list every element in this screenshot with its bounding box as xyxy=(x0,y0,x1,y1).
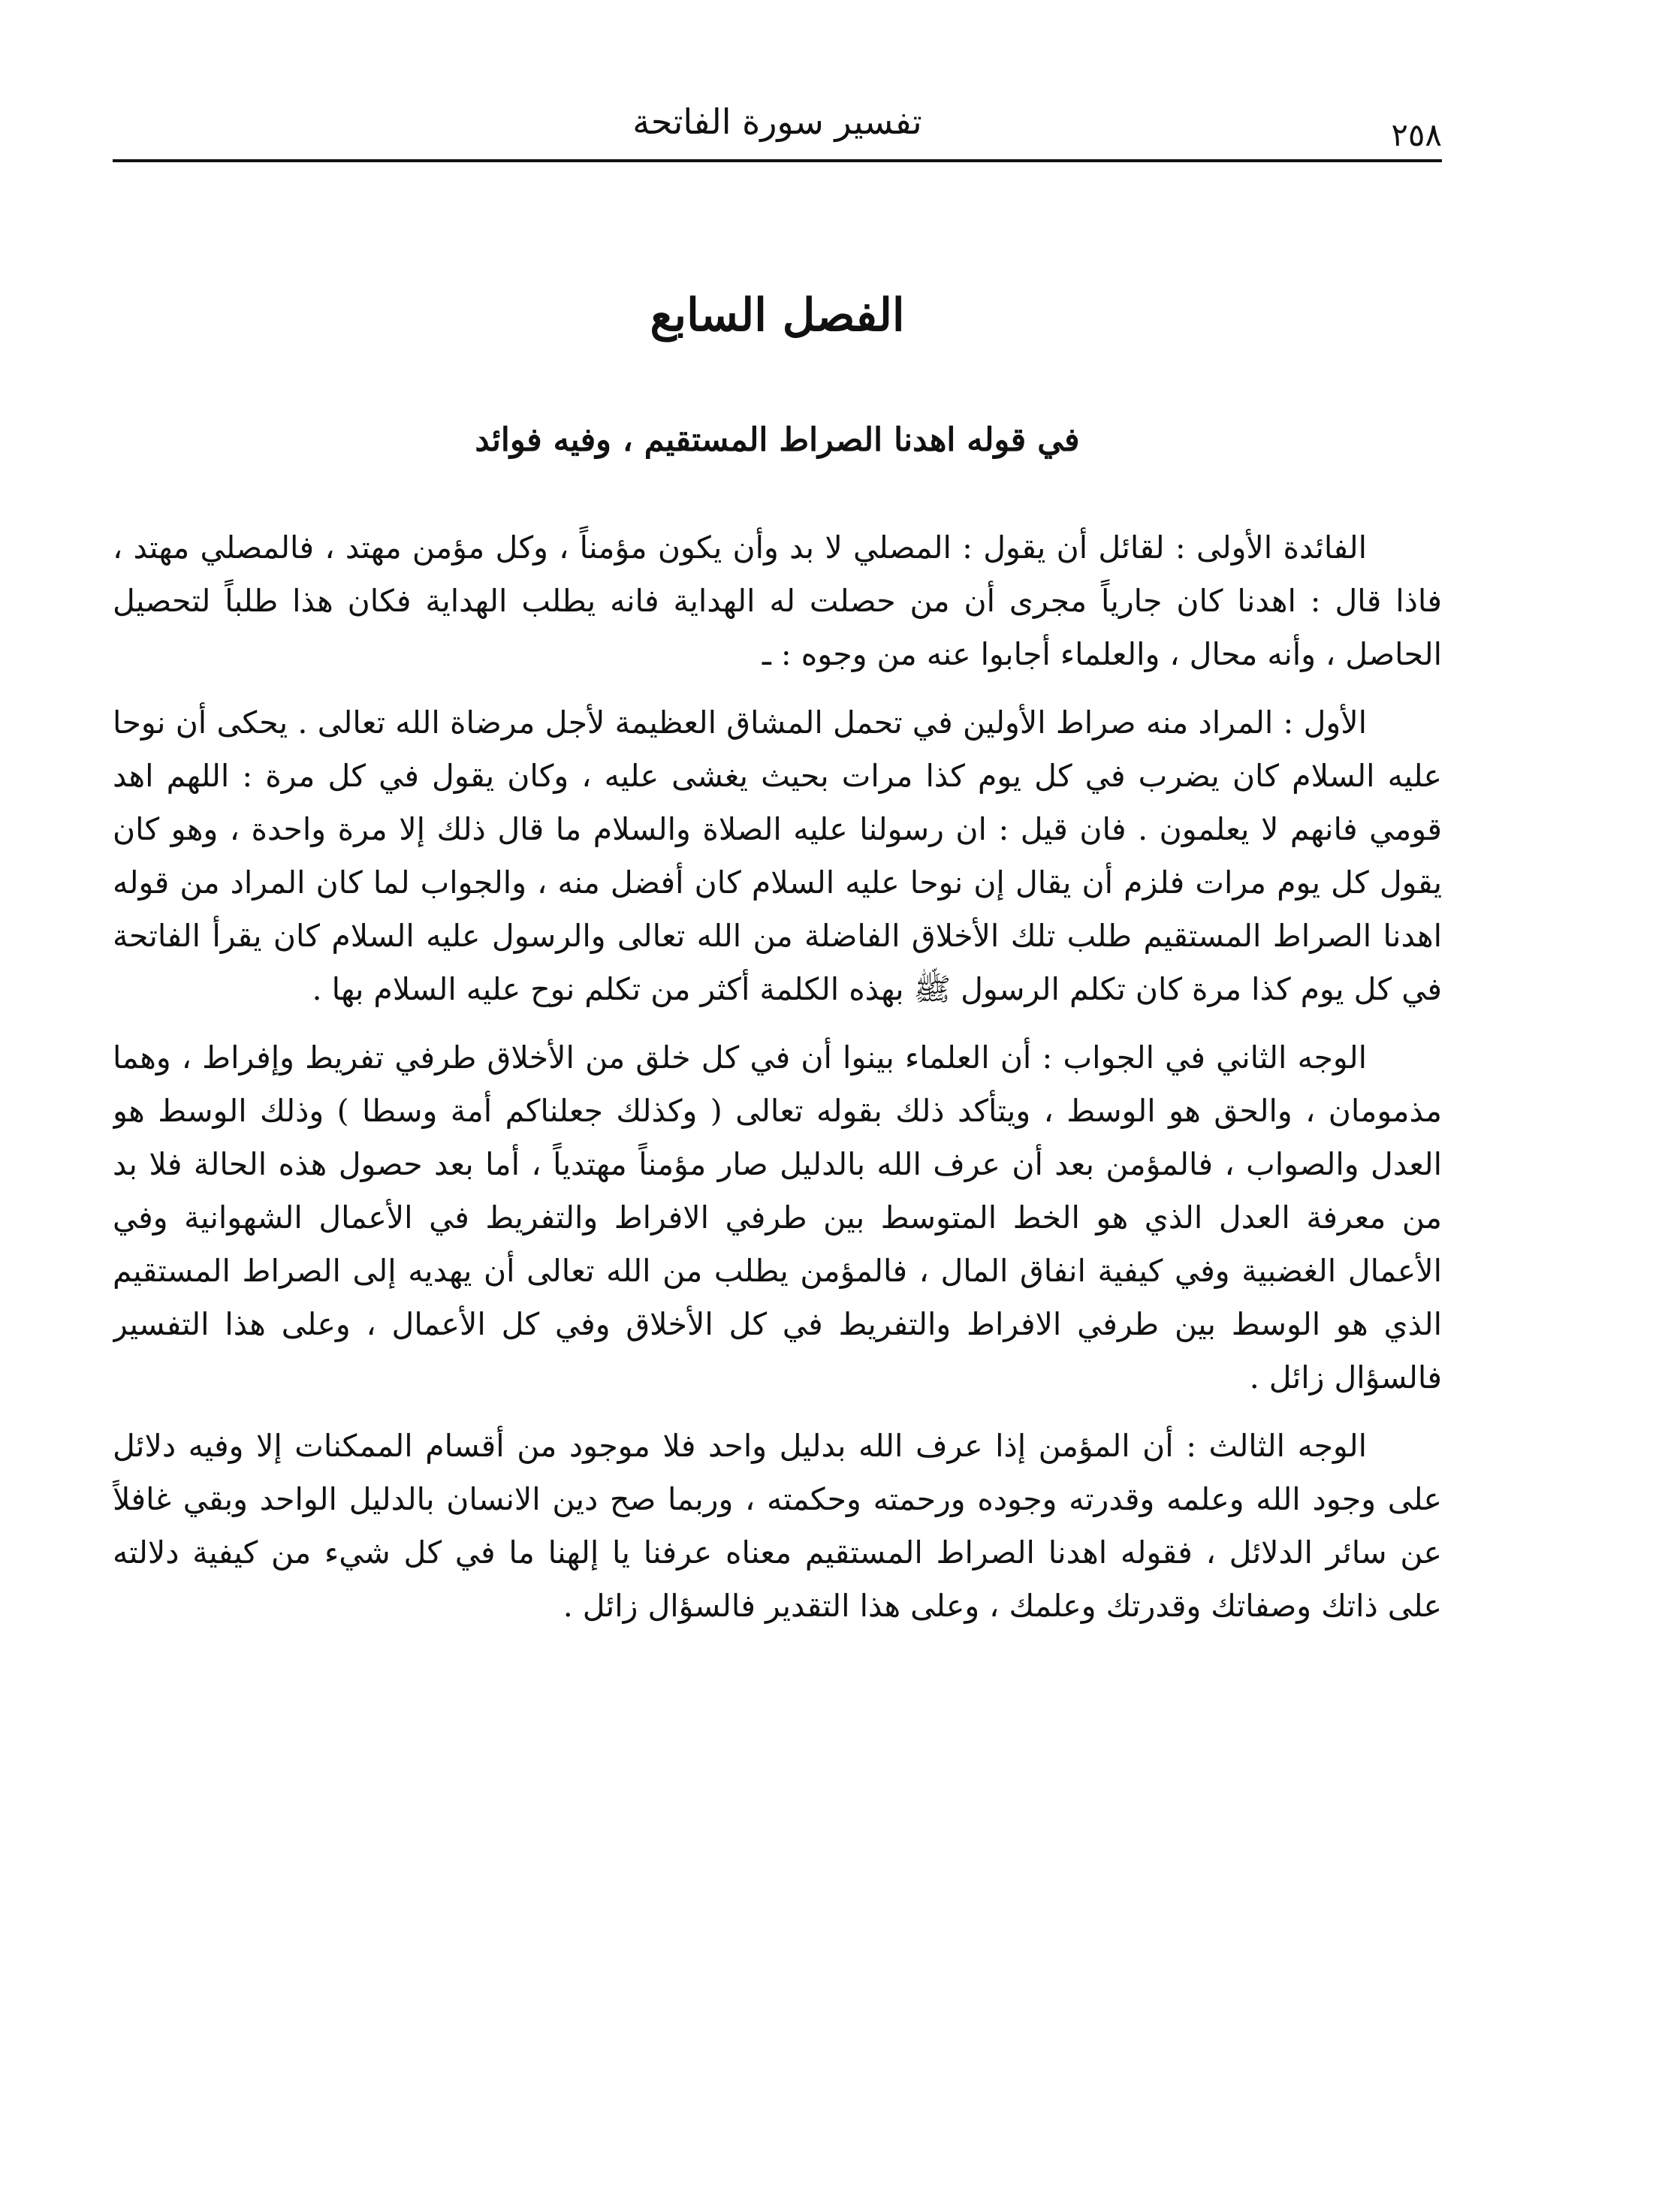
chapter-subtitle: في قوله اهدنا الصراط المستقيم ، وفيه فوائد xyxy=(475,421,1080,459)
body-text xyxy=(113,521,1442,1633)
header-rule xyxy=(113,159,1442,162)
running-title: تفسير سورة الفاتحة xyxy=(632,101,922,142)
paragraph-second-answer: الوجه الثاني في الجواب : أن العلماء بينوا أن في كل خلق من الأخلاق طرفي تفريط وإفراط ، وهما مذمومان ، والحق هو الوسط ، ويتأكد ذلك بقوله تعالى ( وكذلك جعلناكم أمة وسطا ) وذلك الوسط هو العدل والصواب ، فالمؤمن بعد أن عرف الله بالدليل صار مؤمناً مهتدياً ، أما بعد حصول هذه الحالة فلا بد من معرفة العدل الذي هو الخط المتوسط بين طرفي الافراط والتفريط في الأعمال الشهوانية وفي الأعمال الغضبية وفي كيفية انفاق المال ، فالمؤمن يطلب من الله تعالى أن يهديه إلى الصراط المستقيم الذي هو الوسط بين طرفي الافراط والتفريط في كل الأخلاق وفي كل الأعمال ، وعلى هذا التفسير فالسؤال زائل . xyxy=(113,1040,1442,1396)
paragraph-first-answer: الأول : المراد منه صراط الأولين في تحمل المشاق العظيمة لأجل مرضاة الله تعالى . يحكى أن نوحا عليه السلام كان يضرب في كل يوم كذا مرات بحيث يغشى عليه ، وكان يقول في كل مرة : اللهم اهد قومي فانهم لا يعلمون . فان قيل : ان رسولنا عليه الصلاة والسلام ما قال ذلك إلا مرة واحدة ، وهو كان يقول كل يوم مرات فلزم أن يقال إن نوحا عليه السلام كان أفضل منه ، والجواب لما كان المراد من قوله اهدنا الصراط المستقيم طلب تلك الأخلاق الفاضلة من الله تعالى والرسول عليه السلام كان يقرأ الفاتحة في كل يوم كذا مرة كان تكلم الرسول ﷺ بهذه الكلمة أكثر من تكلم نوح عليه السلام بها . xyxy=(113,705,1442,1007)
book-page xyxy=(113,90,1442,2163)
page-number: ٢٥٨ xyxy=(1391,116,1442,153)
running-header xyxy=(113,90,1442,165)
paragraph-third-answer: الوجه الثالث : أن المؤمن إذا عرف الله بدليل واحد فلا موجود من أقسام الممكنات إلا وفيه دلائل على وجود الله وعلمه وقدرته وجوده ورحمته وحكمته ، وربما صح دين الانسان بالدليل الواحد وبقي غافلاً عن سائر الدلائل ، فقوله اهدنا الصراط المستقيم معناه عرفنا يا إلهنا ما في كل شيء من كيفية دلالته على ذاتك وصفاتك وقدرتك وعلمك ، وعلى هذا التقدير فالسؤال زائل . xyxy=(113,1428,1442,1624)
paragraph-first-benefit: الفائدة الأولى : لقائل أن يقول : المصلي لا بد وأن يكون مؤمناً ، وكل مؤمن مهتد ، فالمصلي مهتد ، فاذا قال : اهدنا كان جارياً مجرى أن من حصلت له الهداية فانه يطلب الهداية فكان هذا طلباً لتحصيل الحاصل ، وأنه محال ، والعلماء أجابوا عنه من وجوه : ـ xyxy=(113,530,1442,672)
chapter-title: الفصل السابع xyxy=(650,289,905,342)
